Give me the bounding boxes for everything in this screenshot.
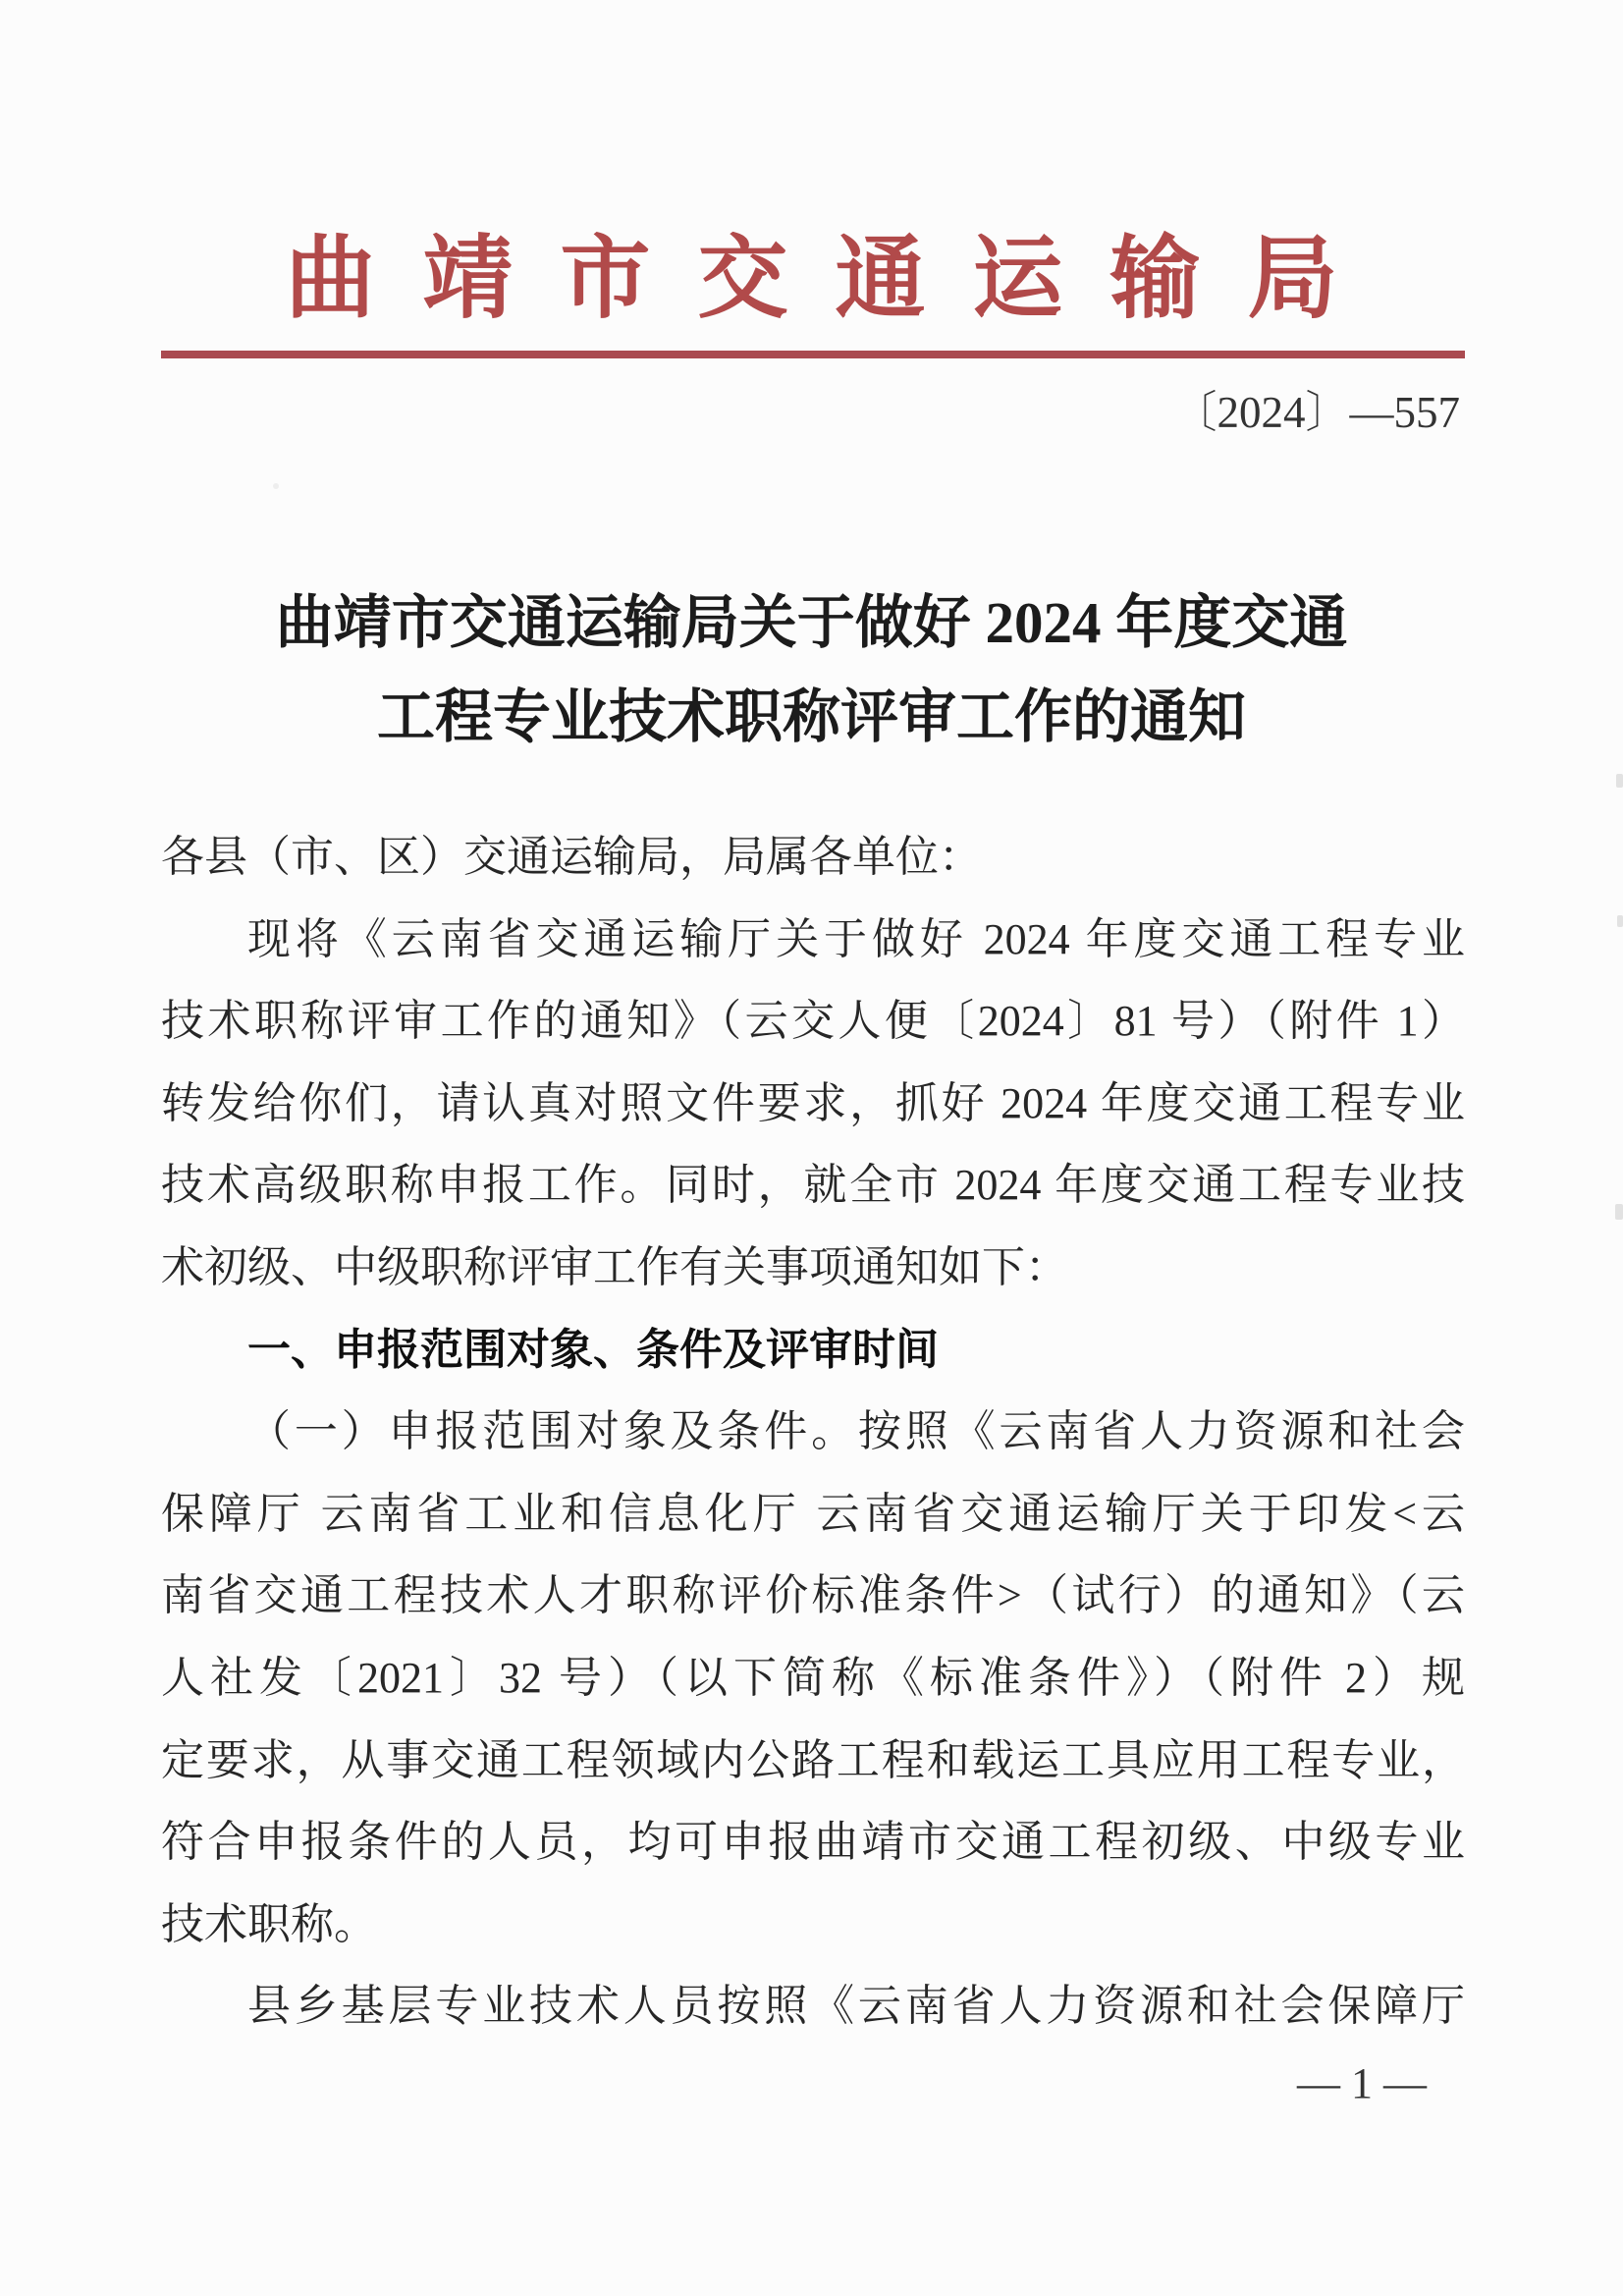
body-line: 符合申报条件的人员，均可申报曲靖市交通工程初级、中级专业 [161,1818,1465,1867]
bureau-header-title: 曲靖市交通运输局 [285,229,1385,329]
body-line: （一）申报范围对象及条件。按照《云南省人力资源和社会 [247,1407,1465,1456]
document-number: 〔2024〕—557 [1172,388,1460,437]
document-title-line-2: 工程专业技术职称评审工作的通知 [376,684,1246,749]
body-line: 技术职称。 [161,1899,377,1948]
scan-artifact [1616,774,1623,788]
body-line: 县乡基层专业技术人员按照《云南省人力资源和社会保障厅 [247,1982,1465,2031]
body-line: 技术高级职称申报工作。同时，就全市 2024 年度交通工程专业技 [161,1161,1465,1210]
body-line: 定要求，从事交通工程领域内公路工程和载运工具应用工程专业， [161,1735,1465,1784]
scan-artifact [1615,1204,1623,1220]
body-line: 人社发〔2021〕32 号）（以下简称《标准条件》）（附件 2）规 [161,1653,1465,1702]
body-section-heading: 一、申报范围对象、条件及评审时间 [247,1325,939,1374]
body-line: 保障厅 云南省工业和信息化厅 云南省交通运输厅关于印发<云 [161,1489,1465,1538]
body-line: 南省交通工程技术人才职称评价标准条件>（试行）的通知》（云 [161,1571,1465,1620]
scan-artifact [1617,915,1623,927]
red-divider-line [161,351,1465,358]
body-line: 各县（市、区）交通运输局，局属各单位： [161,833,982,881]
body-line: 转发给你们，请认真对照文件要求，抓好 2024 年度交通工程专业 [161,1078,1465,1127]
document-body [161,816,1465,2048]
page-number: — 1 — [1297,2059,1427,2107]
body-line: 术初级、中级职称评审工作有关事项通知如下： [161,1242,1068,1291]
scan-artifact [273,483,279,489]
body-line: 现将《云南省交通运输厅关于做好 2024 年度交通工程专业 [247,914,1465,963]
document-title [0,575,1623,764]
document-title-line-1: 曲靖市交通运输局关于做好 2024 年度交通 [275,590,1348,655]
body-line: 技术职称评审工作的通知》（云交人便〔2024〕81 号）（附件 1） [161,997,1465,1046]
